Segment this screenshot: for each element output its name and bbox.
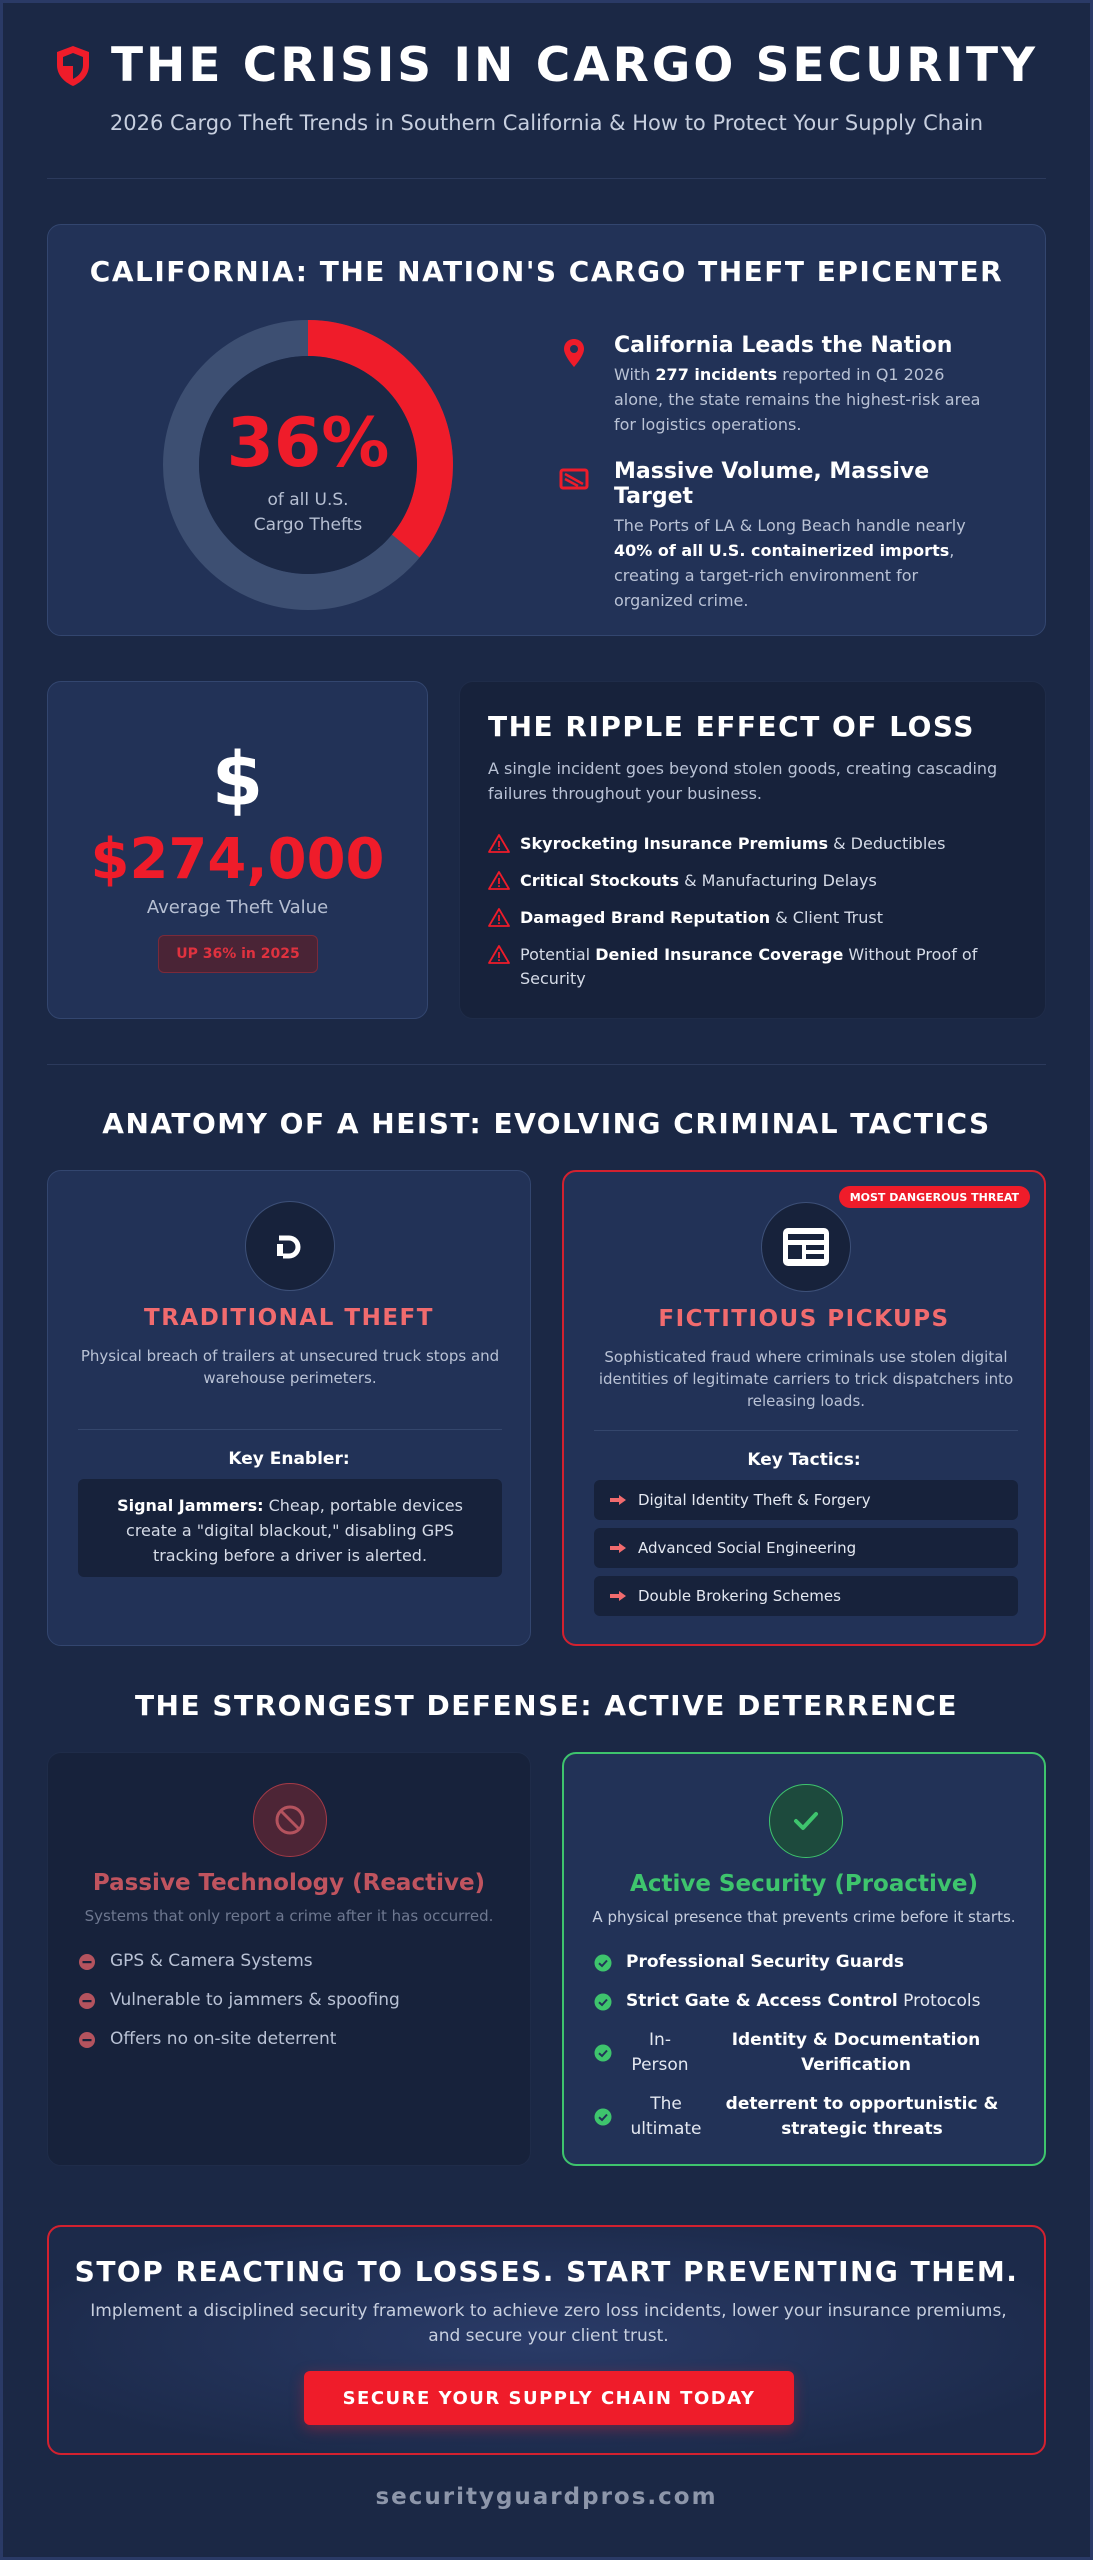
passive-desc: Systems that only report a crime after it has occurred. — [84, 1907, 494, 1925]
divider — [47, 1064, 1046, 1065]
heist-title: ANATOMY OF A HEIST: EVOLVING CRIMINAL TACTICS — [102, 1107, 991, 1140]
divider — [47, 178, 1046, 179]
ripple-list — [488, 832, 1028, 1004]
tactic-item — [594, 1528, 1018, 1568]
id-card-icon — [782, 1227, 830, 1267]
ripple-item-bold: Damaged Brand Reputation — [520, 908, 771, 927]
check-circle-icon — [594, 2108, 612, 2126]
title-text: THE CRISIS IN CARGO SECURITY — [110, 38, 1039, 93]
passive-list — [78, 1949, 502, 2066]
active-item — [594, 1950, 1018, 1975]
warning-icon — [488, 833, 510, 855]
increase-badge: UP 36% in 2025 — [158, 935, 318, 973]
average-theft-label: Average Theft Value — [146, 897, 329, 918]
card-divider — [594, 1430, 1018, 1431]
signal-jammer-icon — [270, 1226, 310, 1266]
fact-text: With 277 incidents reported in Q1 2026 alone, the state remains the highest-risk area for logistics operations. — [614, 365, 981, 434]
minus-circle-icon — [78, 2031, 96, 2049]
ripple-effect-panel — [459, 681, 1046, 1019]
check-icon-circle — [769, 1784, 843, 1858]
ripple-item-bold: Critical Stockouts — [520, 871, 679, 890]
ripple-item: Potential Denied Insurance Coverage Without Proof of Security — [488, 943, 1028, 991]
active-item-bold: Identity & Documentation Verification — [731, 2030, 981, 2075]
check-circle-icon — [594, 1954, 612, 1972]
cta-text: Implement a disciplined security framework to achieve zero loss incidents, lower your insurance premiums, and secure your client trust. — [90, 2301, 1007, 2346]
active-item-bold: deterrent to opportunistic & strategic threats — [725, 2094, 999, 2139]
active-security-card — [562, 1752, 1046, 2166]
ripple-item: Damaged Brand Reputation & Client Trust — [488, 906, 1028, 930]
card-divider — [78, 1429, 502, 1430]
secure-supply-chain-button[interactable]: SECURE YOUR SUPPLY CHAIN TODAY — [304, 2371, 794, 2425]
warning-icon — [488, 944, 510, 966]
active-item: Strict Gate & Access Control Protocols — [594, 1989, 1018, 2014]
passive-item — [78, 1988, 502, 2013]
passive-title: Passive Technology (Reactive) — [92, 1870, 486, 1896]
minus-circle-icon — [78, 1953, 96, 1971]
fact-text: The Ports of LA & Long Beach handle nearly 40% of all U.S. containerized imports, creating a target-rich environment for organized crime. — [614, 516, 966, 610]
active-item: The ultimate deterrent to opportunistic & strategic threats — [594, 2092, 1018, 2142]
tactic-item — [594, 1576, 1018, 1616]
fact-massive-volume — [558, 459, 998, 613]
ripple-item: Skyrocketing Insurance Premiums & Deductibles — [488, 832, 1028, 856]
key-tactics-label: Key Tactics: — [747, 1450, 861, 1470]
page-subtitle: 2026 Cargo Theft Trends in Southern California & How to Protect Your Supply Chain — [109, 111, 984, 135]
checkmark-icon — [789, 1804, 823, 1838]
defense-title: THE STRONGEST DEFENSE: ACTIVE DETERRENCE — [134, 1689, 959, 1722]
arrow-right-icon — [610, 1591, 626, 1601]
check-circle-icon — [594, 2044, 612, 2062]
warning-icon — [488, 870, 510, 892]
average-theft-amount: $274,000 — [90, 827, 385, 892]
ripple-item-bold: Denied Insurance Coverage — [595, 945, 844, 964]
cta-title: STOP REACTING TO LOSSES. START PREVENTING THEM. — [74, 2255, 1019, 2288]
warning-icon — [488, 907, 510, 929]
fact-highlight: 40% of all U.S. containerized imports — [614, 541, 950, 560]
fact-california-leads — [558, 333, 998, 437]
dollar-icon: $ — [211, 737, 264, 823]
epicenter-title: CALIFORNIA: THE NATION'S CARGO THEFT EPICENTER — [89, 255, 1004, 288]
fact-highlight: 277 incidents — [655, 365, 778, 384]
passive-item — [78, 1949, 502, 1974]
tactic-label: Digital Identity Theft & Forgery — [638, 1491, 871, 1509]
page-title — [0, 38, 1093, 93]
ripple-title: THE RIPPLE EFFECT OF LOSS — [488, 710, 975, 743]
traditional-theft-desc: Physical breach of trailers at unsecured truck stops and warehouse perimeters. — [80, 1347, 500, 1387]
check-circle-icon — [594, 1993, 612, 2011]
minus-circle-icon — [78, 1992, 96, 2010]
most-dangerous-tag: MOST DANGEROUS THREAT — [839, 1186, 1030, 1208]
fictitious-pickups-desc: Sophisticated fraud where criminals use stolen digital identities of legitimate carriers to trick dispatchers into releasing loads. — [598, 1348, 1014, 1410]
tactic-label: Advanced Social Engineering — [638, 1539, 857, 1557]
donut-center-label — [158, 404, 458, 538]
key-enabler-box: Signal Jammers: Cheap, portable devices create a "digital blackout," disabling GPS tracking before a driver is alerted. — [78, 1479, 502, 1577]
fictitious-pickups-title: FICTITIOUS PICKUPS — [658, 1306, 950, 1332]
epicenter-panel — [47, 224, 1046, 636]
call-to-action-panel — [47, 2225, 1046, 2455]
block-icon — [273, 1803, 307, 1837]
map-pin-icon — [558, 337, 590, 369]
passive-item-label: Offers no on-site deterrent — [110, 2029, 337, 2049]
traditional-theft-title: TRADITIONAL THEFT — [144, 1305, 434, 1331]
enabler-bold: Signal Jammers: — [117, 1496, 264, 1515]
passive-item-label: GPS & Camera Systems — [110, 1951, 313, 1971]
tactic-label: Double Brokering Schemes — [638, 1587, 841, 1605]
fact-title: California Leads the Nation — [614, 333, 953, 358]
fact-title: Massive Volume, Massive Target — [614, 459, 930, 509]
active-item: In-Person Identity & Documentation Verification — [594, 2028, 1018, 2078]
shipping-container-icon — [558, 463, 590, 495]
active-title: Active Security (Proactive) — [630, 1871, 978, 1897]
average-loss-panel — [47, 681, 428, 1019]
fictitious-pickups-card — [562, 1170, 1046, 1646]
ripple-item: Critical Stockouts & Manufacturing Delays — [488, 869, 1028, 893]
active-desc: A physical presence that prevents crime before it starts. — [592, 1908, 1016, 1926]
ripple-intro: A single incident goes beyond stolen goods, creating cascading failures throughout your business. — [488, 759, 998, 803]
donut-percent: 36% — [226, 404, 390, 483]
active-item-bold: Strict Gate & Access Control — [626, 1991, 898, 2011]
arrow-right-icon — [610, 1495, 626, 1505]
traditional-theft-card — [47, 1170, 531, 1646]
block-icon-circle — [253, 1783, 327, 1857]
tactic-item — [594, 1480, 1018, 1520]
passive-item — [78, 2027, 502, 2052]
jammer-icon-circle — [245, 1201, 335, 1291]
ripple-item-bold: Skyrocketing Insurance Premiums — [520, 834, 829, 853]
donut-caption-line2: Cargo Thefts — [253, 515, 363, 535]
donut-caption — [158, 488, 458, 538]
footer-site-link[interactable]: securityguardpros.com — [375, 2484, 718, 2510]
active-item-bold: Professional Security Guards — [626, 1952, 905, 1972]
shield-icon — [55, 45, 91, 87]
active-list — [594, 1950, 1018, 2156]
passive-item-label: Vulnerable to jammers & spoofing — [110, 1990, 400, 2010]
passive-technology-card — [47, 1752, 531, 2166]
key-enabler-label: Key Enabler: — [228, 1449, 350, 1469]
donut-caption-line1: of all U.S. — [267, 490, 349, 510]
page-header — [0, 38, 1093, 135]
id-icon-circle — [761, 1202, 851, 1292]
arrow-right-icon — [610, 1543, 626, 1553]
